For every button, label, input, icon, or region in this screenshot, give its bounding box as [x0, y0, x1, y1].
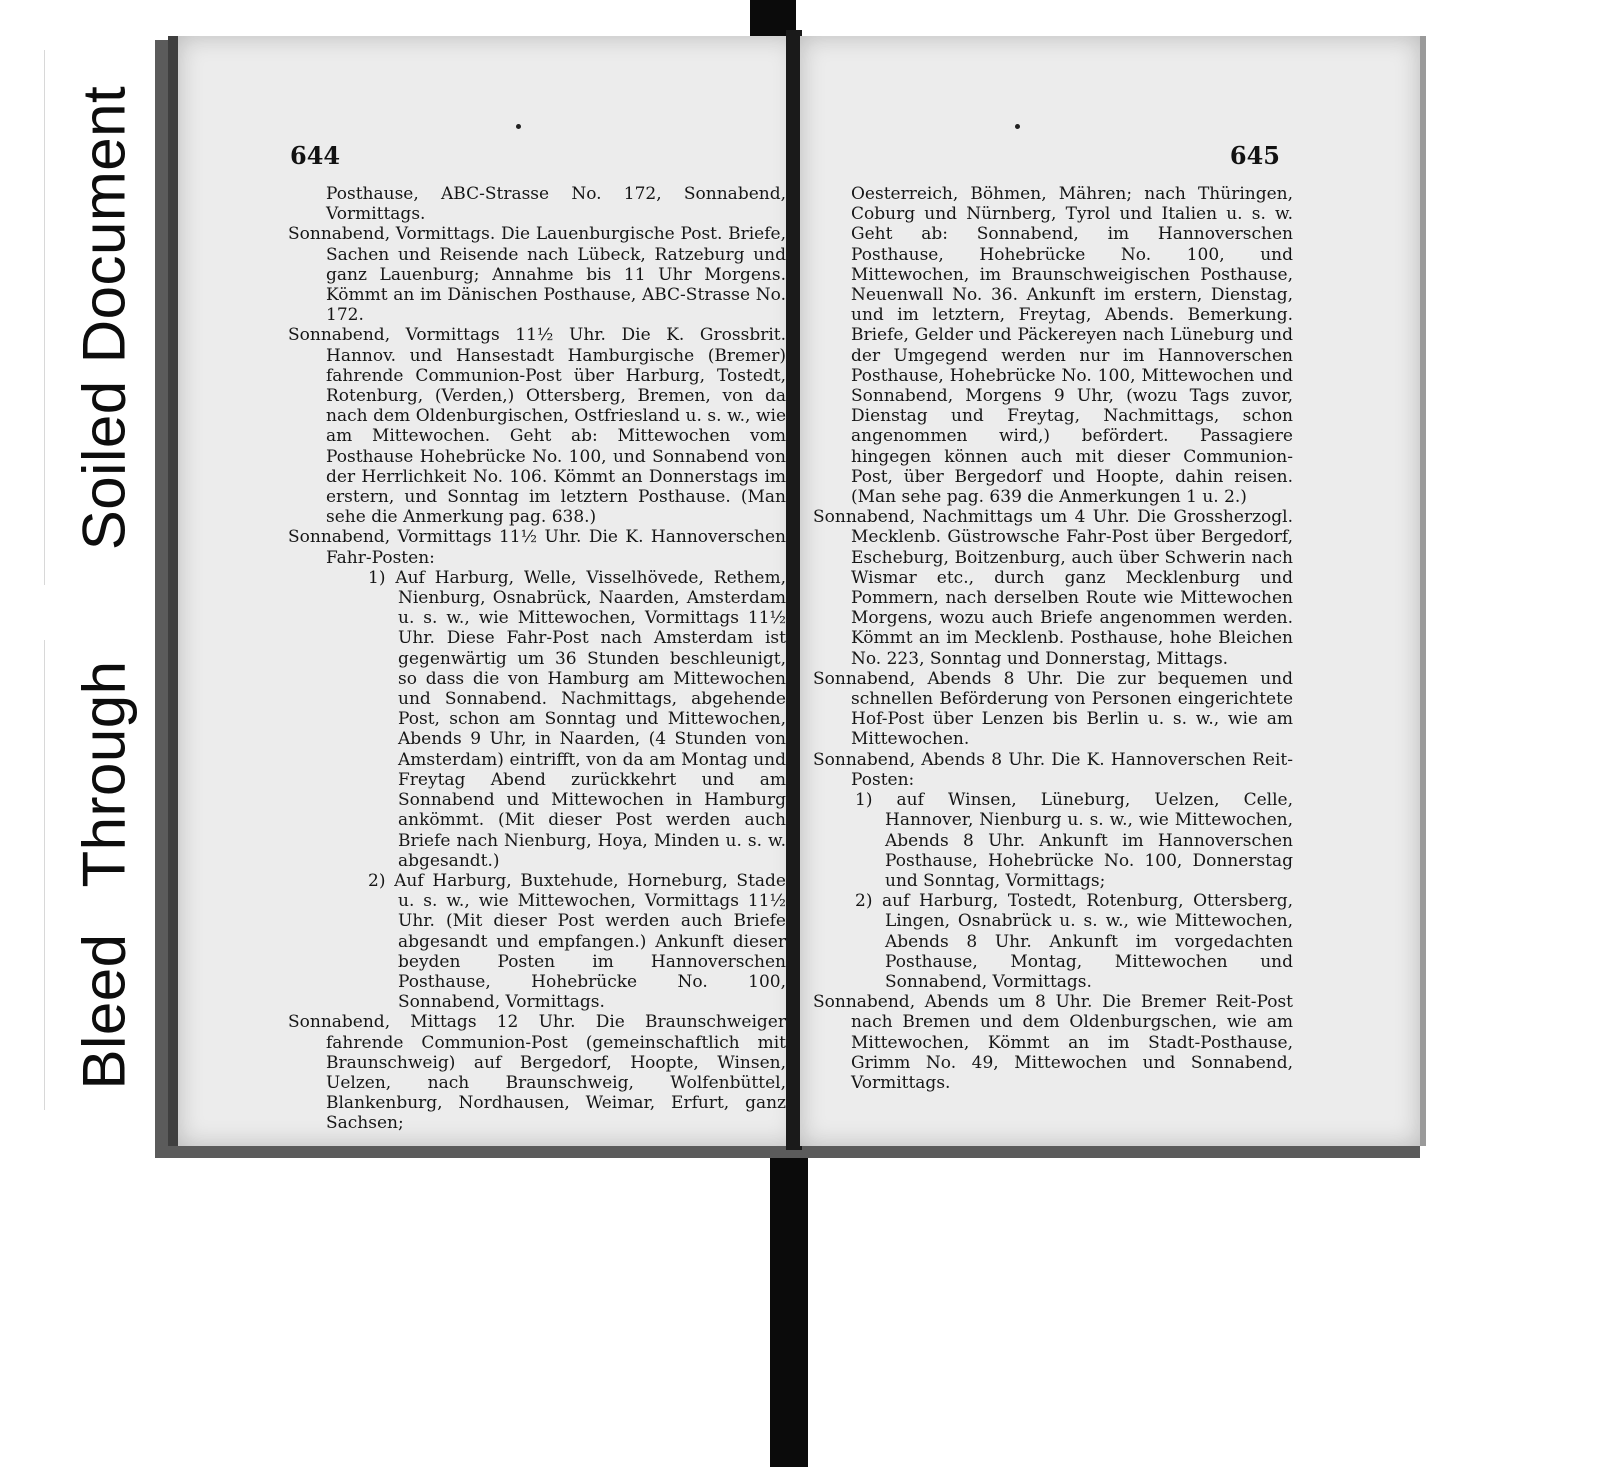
paragraph: Sonnabend, Mittags 12 Uhr. Die Braunschweiger fahrende Communion-Post (gemeinschaftlich mit Braunschweig) auf Bergedorf, Hoopte, Winsen, Uelzen, nach Braunschweig, Wolfenbüttel, Blankenburg, Nordhausen, Weimar, Erfurt, ganz Sachsen; — [288, 1012, 786, 1134]
paragraph: Sonnabend, Abends 8 Uhr. Die K. Hannoverschen Reit-Posten: — [813, 749, 1293, 790]
paragraph: Sonnabend, Vormittags 11½ Uhr. Die K. Hannoverschen Fahr-Posten: — [288, 527, 786, 568]
right-page-number: 645 — [1229, 141, 1280, 170]
speck — [1015, 124, 1020, 129]
sub-paragraph: 1) Auf Harburg, Welle, Visselhövede, Rethem, Nienburg, Osnabrück, Naarden, Amsterdam u. s. w., wie Mittewochen, Vormittags 11½ Uhr. Diese Fahr-Post nach Amsterdam ist gegenwärtig um 36 Stunden beschleunigt, so dass die von Hamburg am Mittewochen und Sonnabend. Nachmittags, abgehende Post, schon am Sonntag und Mittewochen, Abends 9 Uhr, in Naarden, (4 Stunden von Amsterdam) eintrifft, von da am Montag und Freytag Abend zurückkehrt und am Sonnabend und Mittewochen in Hamburg ankömmt. (Mit dieser Post werden auch Briefe nach Nienburg, Hoya, Minden u. s. w. abgesandt.) — [368, 567, 786, 871]
soiled-document-label — [44, 50, 164, 585]
sub-paragraph: 2) auf Harburg, Tostedt, Rotenburg, Ottersberg, Lingen, Osnabrück u. s. w., wie Mittewochen, Abends 8 Uhr. Ankunft im vorgedachten Posthause, Montag, Mittewochen und Sonnabend, Vormittags. — [855, 891, 1293, 992]
speck — [516, 124, 521, 129]
left-page — [168, 36, 798, 1146]
paragraph: Oesterreich, Böhmen, Mähren; nach Thüringen, Coburg und Nürnberg, Tyrol und Italien u. s. w. Geht ab: Sonnabend, im Hannoverschen Posthause, Hohebrücke No. 100, und Mittewochen, im Braunschweigischen Posthause, Neuenwall No. 36. Ankunft im erstern, Dienstag, und im letztern, Freytag, Abends. Bemerkung. Briefe, Gelder und Päckereyen nach Lüneburg und der Umgegend werden nur im Hannoverschen Posthause, Hohebrücke No. 100, Mittewochen und Sonnabend, Morgens 9 Uhr, (wozu Tags zuvor, Dienstag und Freytag, Nachmittags, schon angenommen wird,) befördert. Passagiere hingegen können auch mit dieser Communion-Post, über Bergedorf und Hoopte, dahin reisen. (Man sehe pag. 639 die Anmerkungen 1 u. 2.) — [851, 184, 1293, 508]
paragraph: Posthause, ABC-Strasse No. 172, Sonnabend, Vormittags. — [326, 184, 786, 225]
sub-paragraph: 1) auf Winsen, Lüneburg, Uelzen, Celle, Hannover, Nienburg u. s. w., wie Mittewochen, Abends 8 Uhr. Ankunft im Hannoverschen Posthause, Hohebrücke No. 100, Donnerstag und Sonntag, Vormittags; — [855, 790, 1293, 891]
paragraph: Sonnabend, Abends um 8 Uhr. Die Bremer Reit-Post nach Bremen und dem Oldenburgschen, wie am Mittewochen, Kömmt an im Stadt-Posthause, Grimm No. 49, Mittewochen und Sonnabend, Vormittags. — [813, 992, 1293, 1093]
bleed-through-text: Bleed Through — [70, 660, 138, 1090]
paragraph: Sonnabend, Vormittags. Die Lauenburgische Post. Briefe, Sachen und Reisende nach Lübeck, Ratzeburg und ganz Lauenburg; Annahme bis 11 Uhr Morgens. Kömmt an im Dänischen Posthause, ABC-Strasse No. 172. — [288, 224, 786, 326]
left-page-number: 644 — [290, 141, 341, 170]
right-page-text — [813, 184, 1293, 1093]
paragraph: Sonnabend, Vormittags 11½ Uhr. Die K. Grossbrit. Hannov. und Hansestadt Hamburgische (Bremer) fahrende Communion-Post über Harburg, Tostedt, Rotenburg, (Verden,) Ottersberg, Bremen, von da nach dem Oldenburgischen, Ostfriesland u. s. w., wie am Mittewochen. Geht ab: Mittewochen vom Posthause Hohebrücke No. 100, und Sonnabend von der Herrlichkeit No. 106. Kömmt an Donnerstags im erstern, und Sonntag im letztern Posthause. (Man sehe die Anmerkung pag. 638.) — [288, 325, 786, 528]
spine-bottom-strip — [770, 1118, 808, 1467]
paragraph: Sonnabend, Nachmittags um 4 Uhr. Die Grossherzogl. Mecklenb. Güstrowsche Fahr-Post über Bergedorf, Escheburg, Boitzenburg, auch über Schwerin nach Wismar etc., durch ganz Mecklenburg und Pommern, nach derselben Route wie Mittewochen Morgens, wozu auch Briefe angenommen werden. Kömmt an im Mecklenb. Posthause, hohe Bleichen No. 223, Sonntag und Donnerstag, Mittags. — [813, 507, 1293, 669]
bleed-through-label — [44, 640, 164, 1110]
sub-paragraph: 2) Auf Harburg, Buxtehude, Horneburg, Stade u. s. w., wie Mittewochen, Vormittags 11½ Uhr. (Mit dieser Post werden auch Briefe abgesandt und empfangen.) Ankunft dieser beyden Posten im Hannoverschen Posthause, Hohebrücke No. 100, Sonnabend, Vormittags. — [368, 870, 786, 1013]
soiled-document-text: Soiled Document — [70, 85, 138, 550]
left-page-text — [288, 184, 786, 1134]
paragraph: Sonnabend, Abends 8 Uhr. Die zur bequemen und schnellen Beförderung von Personen eingerichtete Hof-Post über Lenzen bis Berlin u. s. w., wie am Mittewochen. — [813, 668, 1293, 750]
right-page — [800, 36, 1426, 1146]
